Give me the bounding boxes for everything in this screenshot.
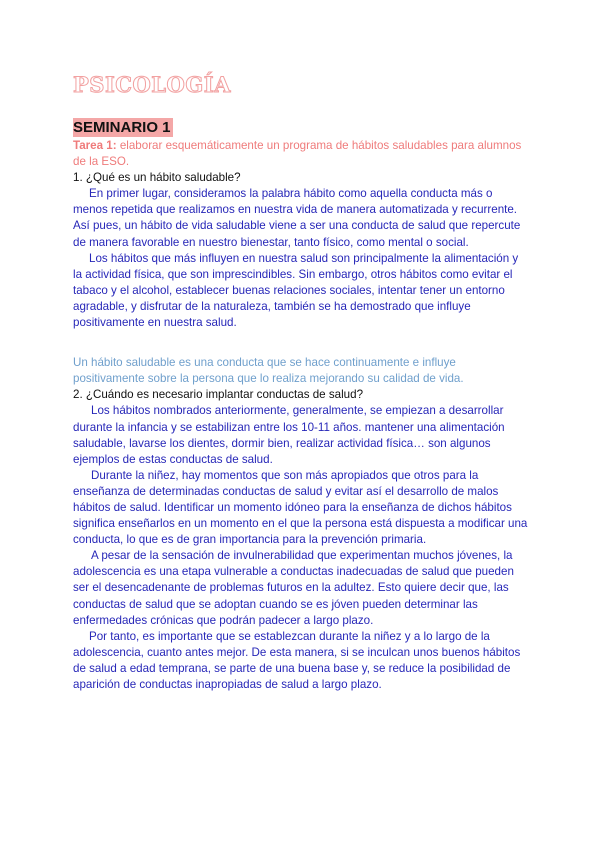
answer-1-paragraph: Los hábitos que más influyen en nuestra salud son principalmente la alimentación y la actividad física, que son imprescindibles. Sin embargo, otros hábitos como evitar el tabaco y el alcohol, establecer buenas relaciones sociales, intentar tener un entorno agradable, y disfrutar de la naturaleza, también se ha demostrado que influye positivamente en nuestra salud. xyxy=(73,251,519,330)
task-label: Tarea 1: xyxy=(73,139,117,152)
task-statement xyxy=(73,138,529,170)
question-2: 2. ¿Cuándo es necesario implantar conductas de salud? xyxy=(73,388,364,402)
answer-2-paragraph: Por tanto, es importante que se establezcan durante la niñez y a lo largo de la adolescencia, cuanto antes mejor. De esta manera, si se inculcan unos buenos hábitos de salud a edad temprana, se parte de una buena base y, se reduce la posibilidad de aparición de conductas inapropiadas de salud a largo plazo. xyxy=(73,629,521,691)
task-text: elaborar esquemáticamente un programa de hábitos saludables para alumnos de la ESO. xyxy=(73,139,522,169)
answer-2-paragraph: Durante la niñez, hay momentos que son más apropiados que otros para la enseñanza de determinadas conductas de salud y evitar así el desarrollo de malos hábitos de salud. Identificar un momento idóneo para la enseñanza de dichos hábitos significa enseñarlos en un momento en el que la persona está dispuesta a modificar una conducta, lo que es de gran importancia para la prevención primaria. xyxy=(73,468,528,547)
answer-1-paragraph: En primer lugar, consideramos la palabra hábito como aquella conducta más o menos repetida que realizamos en nuestra vida de manera automatizada y recurrente. Así pues, un hábito de vida saludable viene a ser una conducta de salud que repercute de manera favorable en nuestro bienestar, tanto físico, como mental o social. xyxy=(73,187,521,249)
answer-2-paragraph: Los hábitos nombrados anteriormente, generalmente, se empiezan a desarrollar durante la infancia y se estabilizan entre los 10-11 años. mantener una alimentación saludable, lavarse los dientes, dormir bien, realizar actividad física… son algunos ejemplos de estas conductas de salud. xyxy=(73,404,505,466)
seminar-heading: SEMINARIO 1 xyxy=(73,119,171,136)
question-1: 1. ¿Qué es un hábito saludable? xyxy=(73,171,241,185)
page-title: PSICOLOGÍA xyxy=(73,72,231,97)
answer-2-paragraph: A pesar de la sensación de invulnerabilidad que experimentan muchos jóvenes, la adolescencia es una etapa vulnerable a conductas inadecuadas de salud que pueden ser el desencadenante de problemas futuros en la adultez. Esto quiere decir que, las conductas de salud que se adoptan cuando se es jóven pueden determinar las enfermedades crónicas que podrán padecer a largo plazo. xyxy=(73,549,514,627)
summary-1: Un hábito saludable es una conducta que se hace continuamente e influye positivamente sobre la persona que lo realiza mejorando su calidad de vida. xyxy=(73,356,464,386)
document-body xyxy=(73,118,529,693)
